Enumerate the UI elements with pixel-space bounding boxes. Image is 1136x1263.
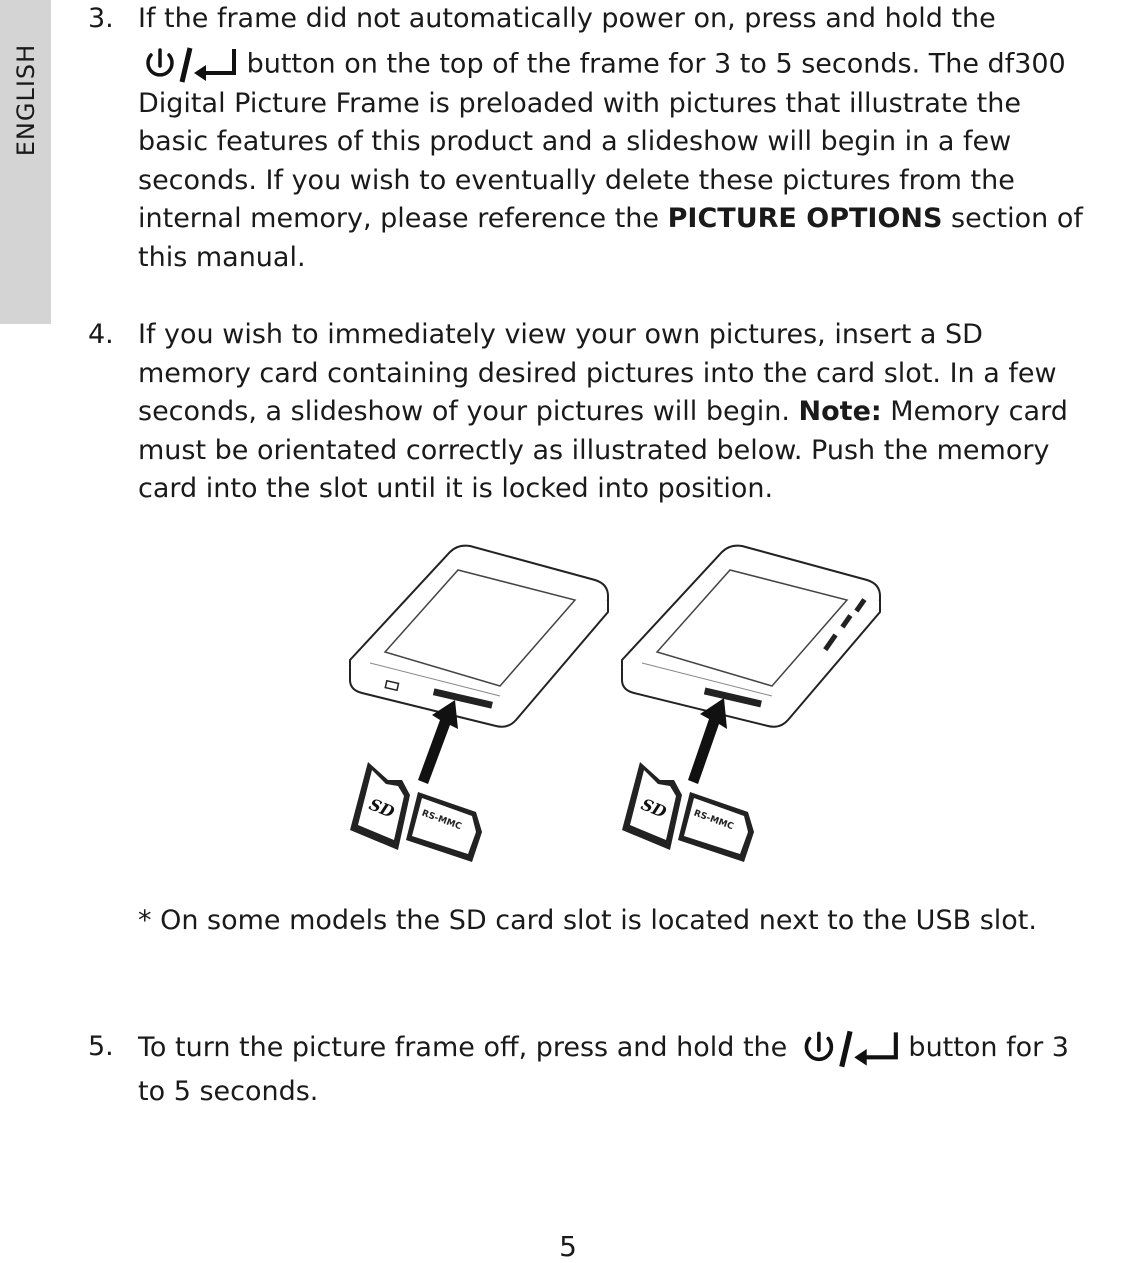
step-3-line-4: basic features of this product and a slideshow will begin in a few [138, 126, 1012, 157]
step-5-line-2: to 5 seconds. [138, 1076, 319, 1107]
step-3-line-7: this manual. [138, 241, 306, 273]
footnote: * On some models the SD card slot is located next to the USB slot. [138, 905, 1037, 936]
language-tab [0, 0, 51, 324]
card-label: RS-MMC [420, 808, 463, 833]
step-3-line-2: button on the top of the frame for 3 to 5 seconds. The df300 [246, 48, 1066, 79]
note-label: Note: [798, 396, 882, 427]
step-4-line-2: memory card containing desired pictures into the card slot. In a few [138, 357, 1057, 389]
step-3-line-6-post: section of [942, 203, 1083, 234]
step-number: 3. [88, 3, 114, 34]
step-4-line-1: If you wish to immediately view your own pictures, insert a SD [138, 319, 983, 350]
power-enter-icon [138, 45, 238, 85]
step-4-line-4: must be orientated correctly as illustrated below. Push the memory [138, 434, 1050, 466]
power-enter-icon [796, 1028, 900, 1070]
language-tab-label: ENGLISH [12, 43, 40, 157]
step-3-line-6-pre: internal memory, please reference the [138, 203, 668, 234]
step-4-line-5: card into the slot until it is locked into position. [138, 473, 774, 504]
step-3-line-3: Digital Picture Frame is preloaded with pictures that illustrate the [138, 87, 1021, 119]
sd-card-insertion-illustration [340, 540, 890, 870]
page-number: 5 [559, 1230, 577, 1263]
step-3-line-5: seconds. If you wish to eventually delete these pictures from the [138, 164, 1015, 196]
step-3-line-1: If the frame did not automatically power on, press and hold the [138, 3, 996, 34]
step-4-line-3-pre: seconds, a slideshow of your pictures will begin. [138, 396, 799, 427]
step-number: 4. [88, 319, 114, 350]
picture-options-reference: PICTURE OPTIONS [667, 203, 943, 234]
step-number: 5. [88, 1031, 114, 1062]
step-5-line-1-post: button for 3 [899, 1032, 1069, 1063]
step-5-line-1-wrap [138, 1026, 1136, 1070]
step-4-line-3 [138, 393, 1136, 432]
step-3-line-6 [138, 200, 1136, 239]
step-3-line-2-wrap [138, 45, 1136, 85]
step-4-line-3-post: Memory card [881, 396, 1068, 427]
card-label: RS-MMC [692, 808, 735, 833]
step-5-line-1-pre: To turn the picture frame off, press and hold the [138, 1032, 796, 1063]
